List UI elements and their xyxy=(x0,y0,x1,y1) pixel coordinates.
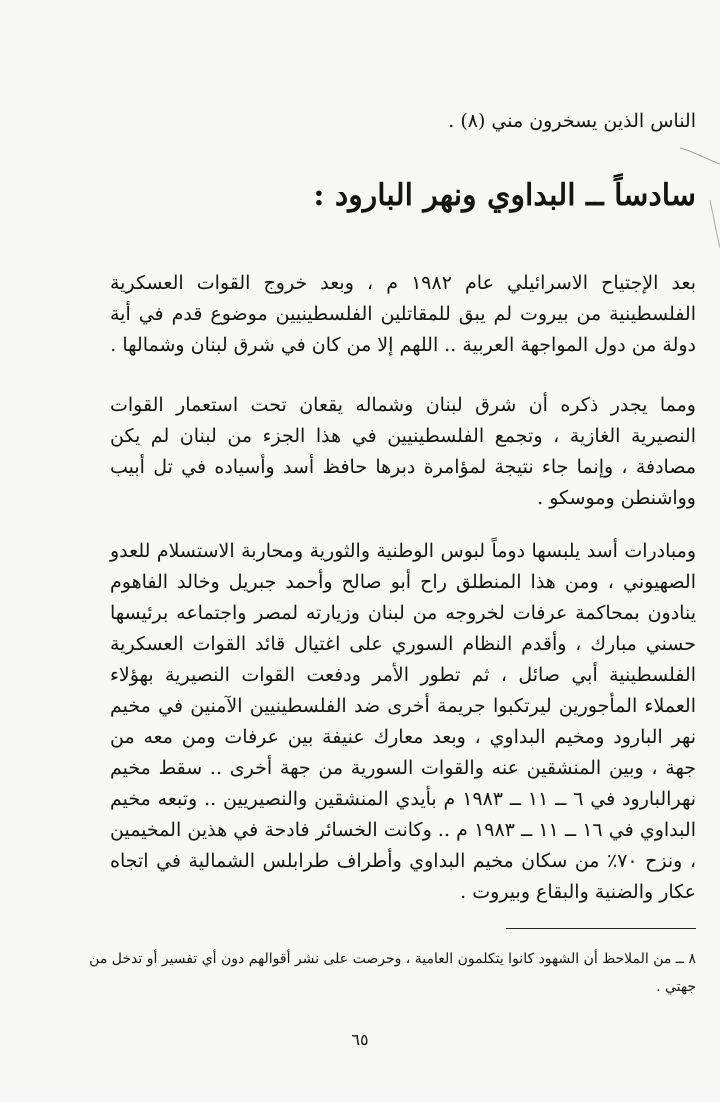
footnote-divider xyxy=(506,928,696,929)
footnote: ٨ ــ من الملاحظ أن الشهود كانوا يتكلمون العامية ، وحرصت على نشر أقوالهم دون أي تفسير أو تدخل من جهتي . xyxy=(89,951,696,995)
paragraph-1: بعد الإجتياح الاسرائيلي عام ١٩٨٢ م ، وبعد خروج القوات العسكرية الفلسطينية من بيروت لم يبق للمقاتلين الفلسطينيين موضوع قدم في أية دولة من دول المواجهة العربية .. اللهم إلا من كان في شرق لبنان وشمالها . xyxy=(110,272,696,356)
paragraph-2: ومما يجدر ذكره أن شرق لبنان وشماله يقعان تحت استعمار القوات النصيرية الغازية ، وتجمع الفلسطينيين في هذا الجزء من لبنان لم يكن مصادفة ، وإنما جاء نتيجة لمؤامرة دبرها حافظ أسد وأسياده في تل أبيب وواشنطن وموسكو . xyxy=(110,394,696,509)
section-heading: سادساً ــ البداوي ونهر البارود : xyxy=(313,178,696,213)
continuation-text: الناس الذين يسخرون مني (٨) . xyxy=(448,110,696,132)
page-number: ٦٥ xyxy=(351,1030,369,1049)
paragraph-3: ومبادرات أسد يلبسها دوماً لبوس الوطنية والثورية ومحاربة الاستسلام للعدو الصهيوني ، ومن هذا المنطلق راح أبو صالح وأحمد جبريل وخالد الفاهوم ينادون بمحاكمة عرفات لخروجه من لبنان وزيارته لمصر واجتماعه برئيسها حسني مبارك ، وأقدم النظام السوري على اغتيال قائد القوات العسكرية الفلسطينية أبي صائل ، ثم تطور الأمر ودفعت القوات النصيرية بهؤلاء العملاء المأجورين ليرتكبوا جريمة أخرى ضد الفلسطينيين الآمنين في مخيم نهر البارود ومخيم البداوي ، وبعد معارك عنيفة بين عرفات ومن معه من جهة ، وبين المنشقين عنه والقوات السورية من جهة أخرى .. سقط مخيم نهرالبارود في ٦ ــ ١١ ــ ١٩٨٣ م بأيدي المنشقين والنصيريين .. وتبعه مخيم البداوي في ١٦ ــ ١١ ــ ١٩٨٣ م .. وكانت الخسائر فادحة في هذين المخيمين ، ونزح ٧٠٪ من سكان مخيم البداوي وأطراف طرابلس الشمالية في اتجاه عكار والضنية والبقاع وبيروت . xyxy=(110,540,696,903)
